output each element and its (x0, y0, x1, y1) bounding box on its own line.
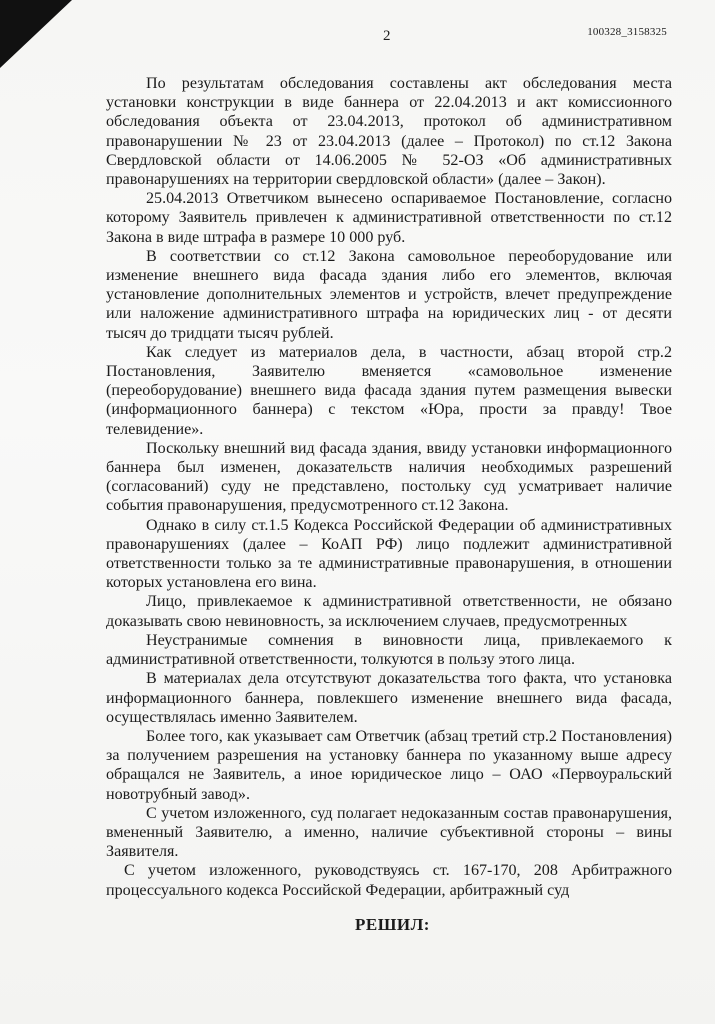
paragraph-innocence: Лицо, привлекаемое к административной ответственности, не обязано доказывать свою невиновность, за исключением случаев, предусмотренных (106, 593, 672, 630)
paragraph-resolution: 25.04.2013 Ответчиком вынесено оспариваемое Постановление, согласно которому Заявитель привлечен к административной ответственности по ст.12 Закона в виде штрафа в размере 10 000 руб. (106, 190, 672, 246)
paragraph-inspection: По результатам обследования составлены акт обследования места установки конструкции в виде баннера от 22.04.2013 и акт комиссионного обследования объекта от 23.04.2013, протокол об административном правонарушении № 23 от 23.04.2013 (далее – Протокол) по ст.12 Закона Свердловской области от 14.06.2005 № 52-ОЗ «Об административных правонарушениях на территории свердловской области» (далее – Закон). (106, 75, 672, 189)
paragraph-case-materials: Как следует из материалов дела, в частности, абзац второй стр.2 Постановления, Заявителю вменяется «самовольное изменение (переоборудование) внешнего вида фасада здания путем размещения вывески (информационного баннера) с текстом «Юра, прости за правду! Твое телевидение». (106, 343, 672, 438)
document-body (106, 74, 672, 900)
paragraph-defendant-statement: Более того, как указывает сам Ответчик (абзац третий стр.2 Постановления) за получением разрешения на установку баннера по указанному выше адресу обращался не Заявитель, а иное юридическое лицо – ОАО «Первоуральский новотрубный завод». (106, 727, 672, 803)
paragraph-guided-by: С учетом изложенного, руководствуясь ст. 167-170, 208 Арбитражного процессуального кодекса Российской Федерации, арбитражный суд (106, 862, 672, 899)
decision-heading: РЕШИЛ: (355, 915, 430, 934)
paragraph-evidence: В материалах дела отсутствуют доказательства того факта, что установка информационного баннера, повлекшего изменение внешнего вида фасада, осуществлялась именно Заявителем. (106, 670, 672, 726)
paragraph-conclusion: С учетом изложенного, суд полагает недоказанным состав правонарушения, вмененный Заявителю, а именно, наличие субъективной стороны – вины Заявителя. (106, 804, 672, 861)
paragraph-facade-change: Поскольку внешний вид фасада здания, ввиду установки информационного баннера был изменен, доказательств наличия необходимых разрешений (согласований) суду не представлено, постольку суд усматривает наличие события правонарушения, предусмотренного ст.12 Закона. (106, 439, 672, 515)
paragraph-doubts: Неустранимые сомнения в виновности лица, привлекаемого к административной ответственности, толкуются в пользу этого лица. (106, 631, 672, 669)
document-id: 100328_3158325 (587, 26, 667, 38)
folded-corner-shadow (0, 0, 72, 68)
page-number: 2 (383, 28, 391, 44)
paragraph-law-article: В соответствии со ст.12 Закона самовольное переоборудование или изменение внешнего вида фасада здания либо его элементов, включая установление дополнительных элементов и устройств, влечет предупреждение или наложение административного штрафа на юридических лиц - от десяти тысяч до тридцати тысяч рублей. (106, 247, 672, 342)
paragraph-koap: Однако в силу ст.1.5 Кодекса Российской Федерации об административных правонарушениях (далее – КоАП РФ) лицо подлежит административной ответственности только за те административные правонарушения, в отношении которых установлена его вина. (106, 516, 672, 592)
